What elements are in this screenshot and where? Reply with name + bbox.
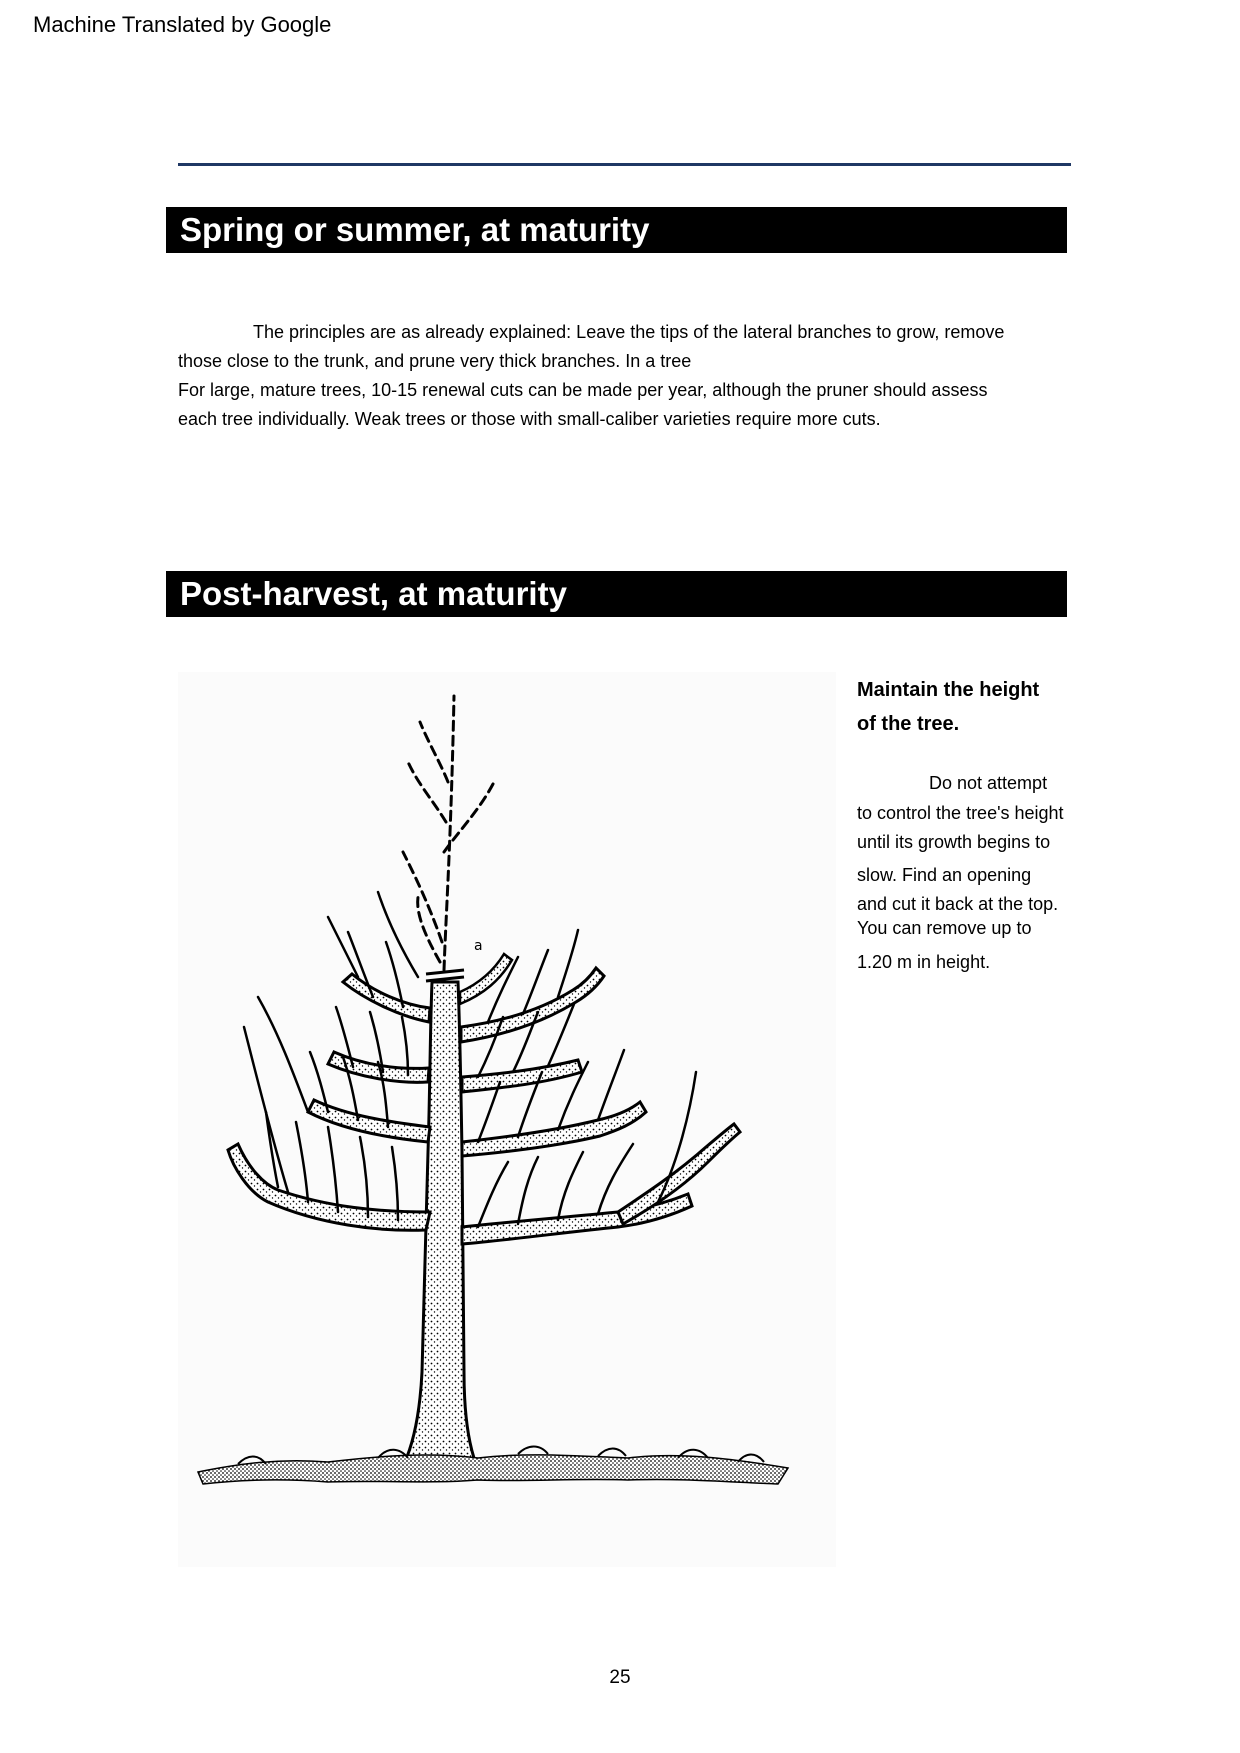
side-text-line: Do not attempt bbox=[929, 773, 1048, 793]
machine-translated-label: Machine Translated by Google bbox=[33, 12, 332, 37]
paragraph-line: those close to the trunk, and prune very thick branches. In a tree bbox=[178, 351, 692, 371]
side-heading-line: Maintain the height bbox=[857, 679, 1040, 701]
paragraph-line: For large, mature trees, 10-15 renewal cuts can be made per year, although the pruner should assess bbox=[178, 380, 988, 400]
top-rule bbox=[178, 163, 1071, 166]
section-title-spring-summer: Spring or summer, at maturity bbox=[166, 207, 1067, 253]
section-title-post-harvest: Post-harvest, at maturity bbox=[166, 571, 1067, 617]
side-text-line: 1.20 m in height. bbox=[857, 952, 991, 972]
side-text-line: until its growth begins to bbox=[857, 832, 1051, 852]
paragraph-line: each tree individually. Weak trees or those with small-caliber varieties require more cuts. bbox=[178, 409, 881, 429]
cut-marker-label: a bbox=[474, 938, 483, 954]
pruned-tree-illustration bbox=[178, 672, 836, 1567]
side-text-line: to control the tree's height bbox=[857, 803, 1064, 823]
side-text-line: and cut it back at the top. bbox=[857, 894, 1059, 914]
side-heading bbox=[857, 673, 1097, 741]
page-number: 25 bbox=[609, 1667, 631, 1688]
side-text-line: slow. Find an opening bbox=[857, 865, 1032, 885]
side-heading-line: of the tree. bbox=[857, 713, 960, 735]
side-text-line: You can remove up to bbox=[857, 918, 1032, 938]
section1-paragraph bbox=[178, 318, 1078, 434]
paragraph-line: The principles are as already explained: Leave the tips of the lateral branches to grow, remove bbox=[253, 322, 1005, 342]
